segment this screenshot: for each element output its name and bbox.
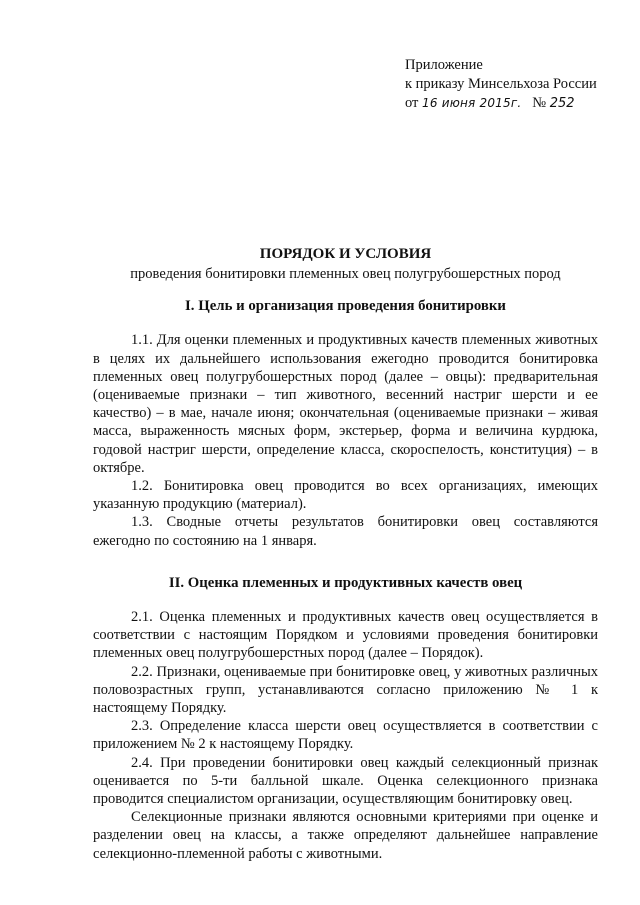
section-heading-1: I. Цель и организация проведения бонитировки bbox=[185, 298, 506, 315]
paragraph-2-1: 2.1. Оценка племенных и продуктивных качеств овец осуществляется в соответствии с настоящим Порядком и условиями проведения бонитировки племенных овец полугрубошерстных пород (далее – Порядок). bbox=[93, 609, 598, 662]
date-prefix: от bbox=[405, 95, 419, 111]
order-date-number bbox=[405, 94, 635, 113]
handwritten-order-number: 252 bbox=[549, 96, 575, 111]
section-heading-2: II. Оценка племенных и продуктивных качеств овец bbox=[168, 574, 523, 591]
annex-label: Приложение bbox=[405, 57, 483, 73]
document-title: ПОРЯДОК И УСЛОВИЯ bbox=[259, 246, 432, 262]
paragraph-1-1: 1.1. Для оценки племенных и продуктивных качеств племенных животных в целях их дальнейшего использования ежегодно проводится бонитировка племенных овец полугрубошерстных пород (далее – овцы): предварительная (оцениваемые признаки – тип животного, весенний настриг шерсти и ее качество) – в мае, начале июня; окончательная (оцениваемые признаки – живая масса, выраженность мясных форм, экстерьер, форма и величина курдюка, годовой настриг шерсти, определение класса, скороспелость, конституция) – в октябре. bbox=[93, 332, 598, 476]
paragraph-2-4: 2.4. При проведении бонитировки овец каждый селекционный признак оценивается по 5-ти балльной шкале. Оценка селекционного признака проводится специалистом организации, осуществляющим бонитировку овец. bbox=[93, 754, 598, 808]
paragraph-1-3: 1.3. Сводные отчеты результатов бонитировки овец составляются ежегодно по состоянию на 1 января. bbox=[93, 514, 598, 549]
paragraph-2-2: 2.2. Признаки, оцениваемые при бонитировке овец, у животных различных половозрастных групп, устанавливаются согласно приложению № 1 к настоящему Порядку. bbox=[93, 663, 598, 717]
handwritten-date: 16 июня 2015г. bbox=[422, 96, 522, 110]
paragraph-1-2: 1.2. Бонитировка овец проводится во всех организациях, имеющих указанную продукцию (материал). bbox=[93, 478, 598, 513]
order-reference: к приказу Минсельхоза России bbox=[405, 76, 597, 92]
number-sign: № bbox=[532, 95, 547, 111]
paragraph-2-3: 2.3. Определение класса шерсти овец осуществляется в соответствии с приложением № 2 к настоящему Порядку. bbox=[93, 718, 598, 753]
document-body bbox=[93, 245, 598, 863]
annex-header bbox=[405, 56, 635, 113]
paragraph-2-5: Селекционные признаки являются основными критериями при оценке и разделении овец на классы, а также определяют дальнейшее направление селекционно-племенной работы с животными. bbox=[93, 809, 598, 862]
document-subtitle: проведения бонитировки племенных овец полугрубошерстных пород bbox=[130, 266, 561, 282]
